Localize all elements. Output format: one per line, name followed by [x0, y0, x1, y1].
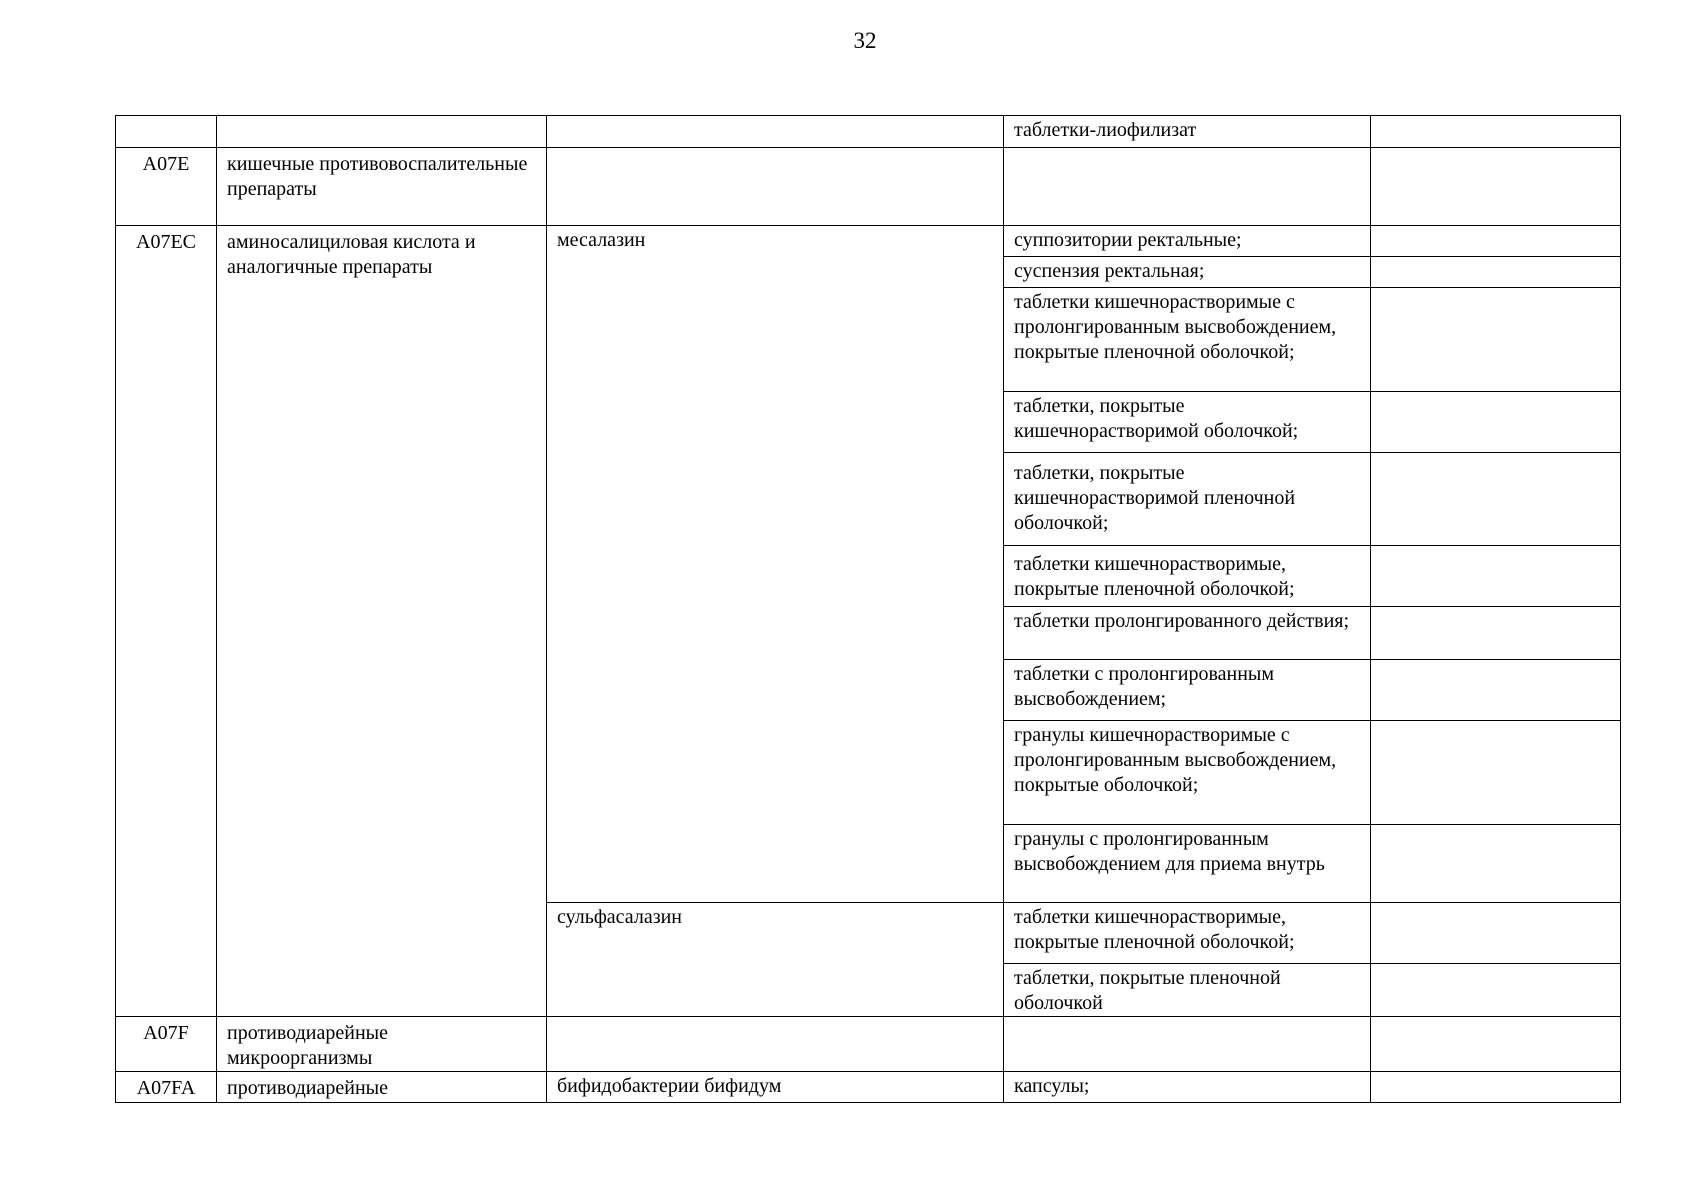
dosage-form-cell: таблетки кишечнорастворимые, покрытые пленочной оболочкой;	[1004, 903, 1371, 964]
extra-cell	[1371, 1072, 1621, 1103]
group-cell: противодиарейные	[217, 1072, 547, 1103]
dosage-form-cell: капсулы;	[1004, 1072, 1371, 1103]
drug-name-cell	[547, 1017, 1004, 1072]
atc-code-cell: A07F	[116, 1017, 217, 1072]
atc-code-cell: A07EC	[116, 226, 217, 1017]
extra-cell	[1371, 116, 1621, 148]
dosage-form-cell: таблетки, покрытые кишечнорастворимой оболочкой;	[1004, 392, 1371, 453]
dosage-form-cell: суппозитории ректальные;	[1004, 226, 1371, 257]
medication-table	[115, 115, 1621, 1103]
atc-code-cell	[116, 116, 217, 148]
drug-name-cell	[547, 148, 1004, 226]
dosage-form-cell: таблетки пролонгированного действия;	[1004, 607, 1371, 660]
extra-cell	[1371, 148, 1621, 226]
dosage-form-cell: таблетки, покрытые пленочной оболочкой	[1004, 964, 1371, 1017]
extra-cell	[1371, 660, 1621, 721]
drug-name-cell: месалазин	[547, 226, 1004, 903]
extra-cell	[1371, 392, 1621, 453]
group-cell: аминосалициловая кислота и аналогичные препараты	[217, 226, 547, 1017]
drug-name-cell: сульфасалазин	[547, 903, 1004, 1017]
extra-cell	[1371, 721, 1621, 825]
dosage-form-cell: таблетки кишечнорастворимые с пролонгированным высвобождением, покрытые пленочной оболочкой;	[1004, 288, 1371, 392]
dosage-form-cell: таблетки с пролонгированным высвобождением;	[1004, 660, 1371, 721]
extra-cell	[1371, 1017, 1621, 1072]
drug-name-cell: бифидобактерии бифидум	[547, 1072, 1004, 1103]
extra-cell	[1371, 453, 1621, 546]
dosage-form-cell: суспензия ректальная;	[1004, 257, 1371, 288]
dosage-form-cell: таблетки-лиофилизат	[1004, 116, 1371, 148]
group-cell	[217, 116, 547, 148]
page-number: 32	[853, 28, 877, 53]
dosage-form-cell: гранулы с пролонгированным высвобождением для приема внутрь	[1004, 825, 1371, 903]
dosage-form-cell: таблетки, покрытые кишечнорастворимой пленочной оболочкой;	[1004, 453, 1371, 546]
group-cell: кишечные противовоспалительные препараты	[217, 148, 547, 226]
extra-cell	[1371, 226, 1621, 257]
dosage-form-cell: таблетки кишечнорастворимые, покрытые пленочной оболочкой;	[1004, 546, 1371, 607]
dosage-form-cell: гранулы кишечнорастворимые с пролонгированным высвобождением, покрытые оболочкой;	[1004, 721, 1371, 825]
table-row	[116, 116, 1621, 148]
atc-code-cell: A07FA	[116, 1072, 217, 1103]
dosage-form-cell	[1004, 1017, 1371, 1072]
table-row	[116, 148, 1621, 226]
extra-cell	[1371, 607, 1621, 660]
extra-cell	[1371, 964, 1621, 1017]
extra-cell	[1371, 825, 1621, 903]
atc-code-cell: A07E	[116, 148, 217, 226]
dosage-form-cell	[1004, 148, 1371, 226]
table-row	[116, 226, 1621, 257]
extra-cell	[1371, 903, 1621, 964]
table-row	[116, 1072, 1621, 1103]
extra-cell	[1371, 546, 1621, 607]
extra-cell	[1371, 257, 1621, 288]
group-cell: противодиарейные микроорганизмы	[217, 1017, 547, 1072]
extra-cell	[1371, 288, 1621, 392]
drug-name-cell	[547, 116, 1004, 148]
table-row	[116, 1017, 1621, 1072]
